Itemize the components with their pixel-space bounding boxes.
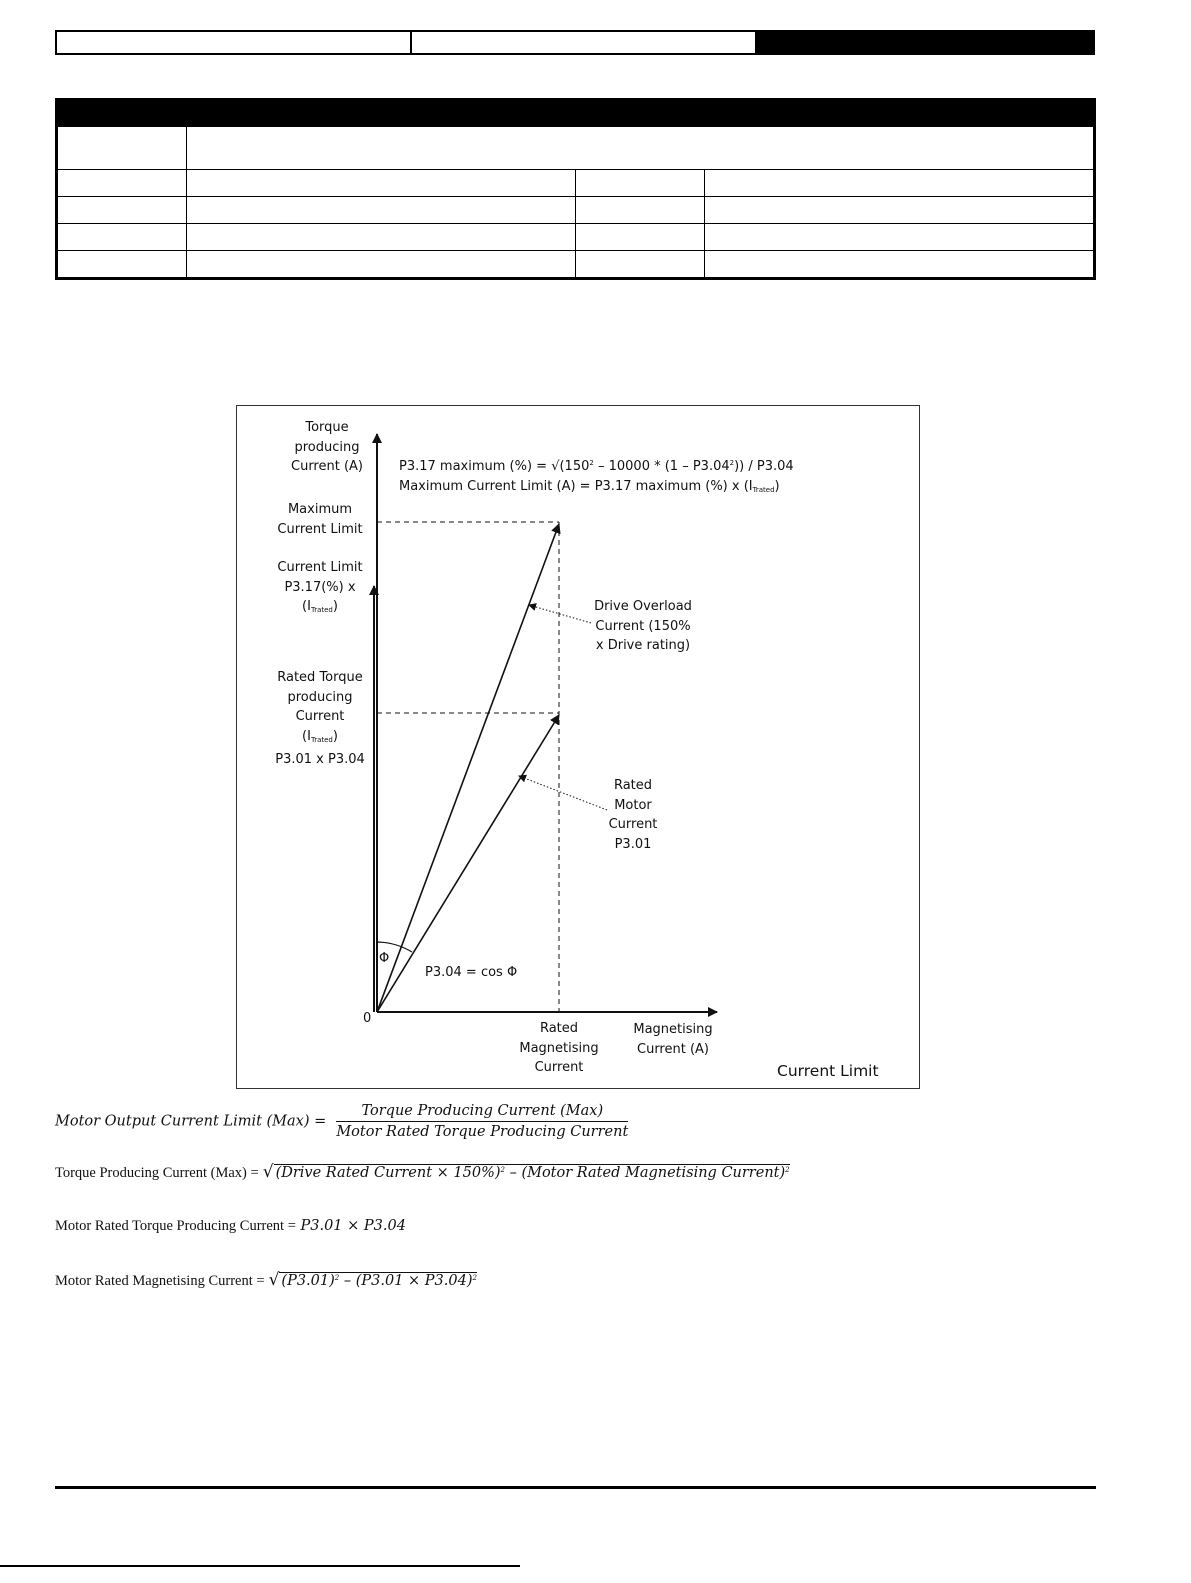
table-row [57, 127, 1095, 170]
formula-block [399, 454, 794, 500]
current-limit-fraction: $\frac{\text{Torque Producing Current (Max)}}{\text{Motor Rated Torque Producing Current}}$ [336, 1103, 629, 1140]
footnote-rule [0, 1565, 520, 1567]
figure-caption: Current Limit [777, 1062, 879, 1080]
header-cell-middle [412, 32, 755, 53]
rated-magnetising-label: Rated Magnetising Current [519, 1021, 599, 1075]
header-cell-right [755, 32, 1093, 53]
y-axis-label: Torque producing Current (A) [291, 420, 363, 474]
table-row [57, 170, 1095, 197]
max-current-limit-label: Maximum Current Limit [277, 502, 363, 537]
equation-rated-magnetising: Motor Rated Magnetising Current = √ $(P3.01)^2 - (P3.01 \times P3.04)^2$ [55, 1270, 477, 1290]
rated-torque-label: Rated Torque producing Current $(I_{Trated})$ P3.01 x P3.04 [275, 670, 365, 767]
drive-overload-label: Drive Overload Current (150% x Drive rating) [594, 599, 692, 653]
drive-overload-vector [377, 524, 559, 1012]
formula-line-2: Maximum Current Limit (A) = P3.17 maximum (%) x $(I_{Trated})$ [399, 478, 780, 494]
page-header-bar [55, 30, 1095, 55]
table-header-row [57, 100, 1095, 127]
header-cell-left [57, 32, 412, 53]
current-limit-label: Current Limit P3.17(%) x $(I_{Trated})$ [277, 560, 363, 614]
x-axis-label: Magnetising Current (A) [633, 1022, 713, 1057]
equation-rated-torque: Motor Rated Torque Producing Current = P3.01 × P3.04 [55, 1218, 406, 1234]
origin-label: 0 [363, 1011, 372, 1026]
sqrt-icon: √ [262, 1162, 274, 1182]
cos-phi-label: P3.04 = cos Φ [425, 965, 518, 980]
current-limit-diagram [236, 405, 920, 1089]
equation-torque-max: Torque Producing Current (Max) = √ (Drive Rated Current × 150%)$^2$ – (Motor Rated Magnetising Current)$^2$ [55, 1162, 790, 1182]
parameter-table [55, 98, 1096, 280]
phi-symbol: Φ [379, 951, 390, 966]
table-row [57, 224, 1095, 251]
sqrt-icon: √ [268, 1270, 280, 1290]
rated-motor-current-label: Rated Motor Current P3.01 [608, 778, 658, 852]
footer-rule [55, 1486, 1096, 1489]
table-row [57, 197, 1095, 224]
equation-current-limit: Motor Output Current Limit (Max) = $\frac{\text{Torque Producing Current (Max)}}{\text{Motor Rated Torque Producing Current}}$ [55, 1103, 629, 1140]
table-row [57, 251, 1095, 279]
formula-line-1: P3.17 maximum (%) = $√(150^2 - 10000 * (1 - P3.04^2)) / P3.04$ [399, 459, 794, 474]
